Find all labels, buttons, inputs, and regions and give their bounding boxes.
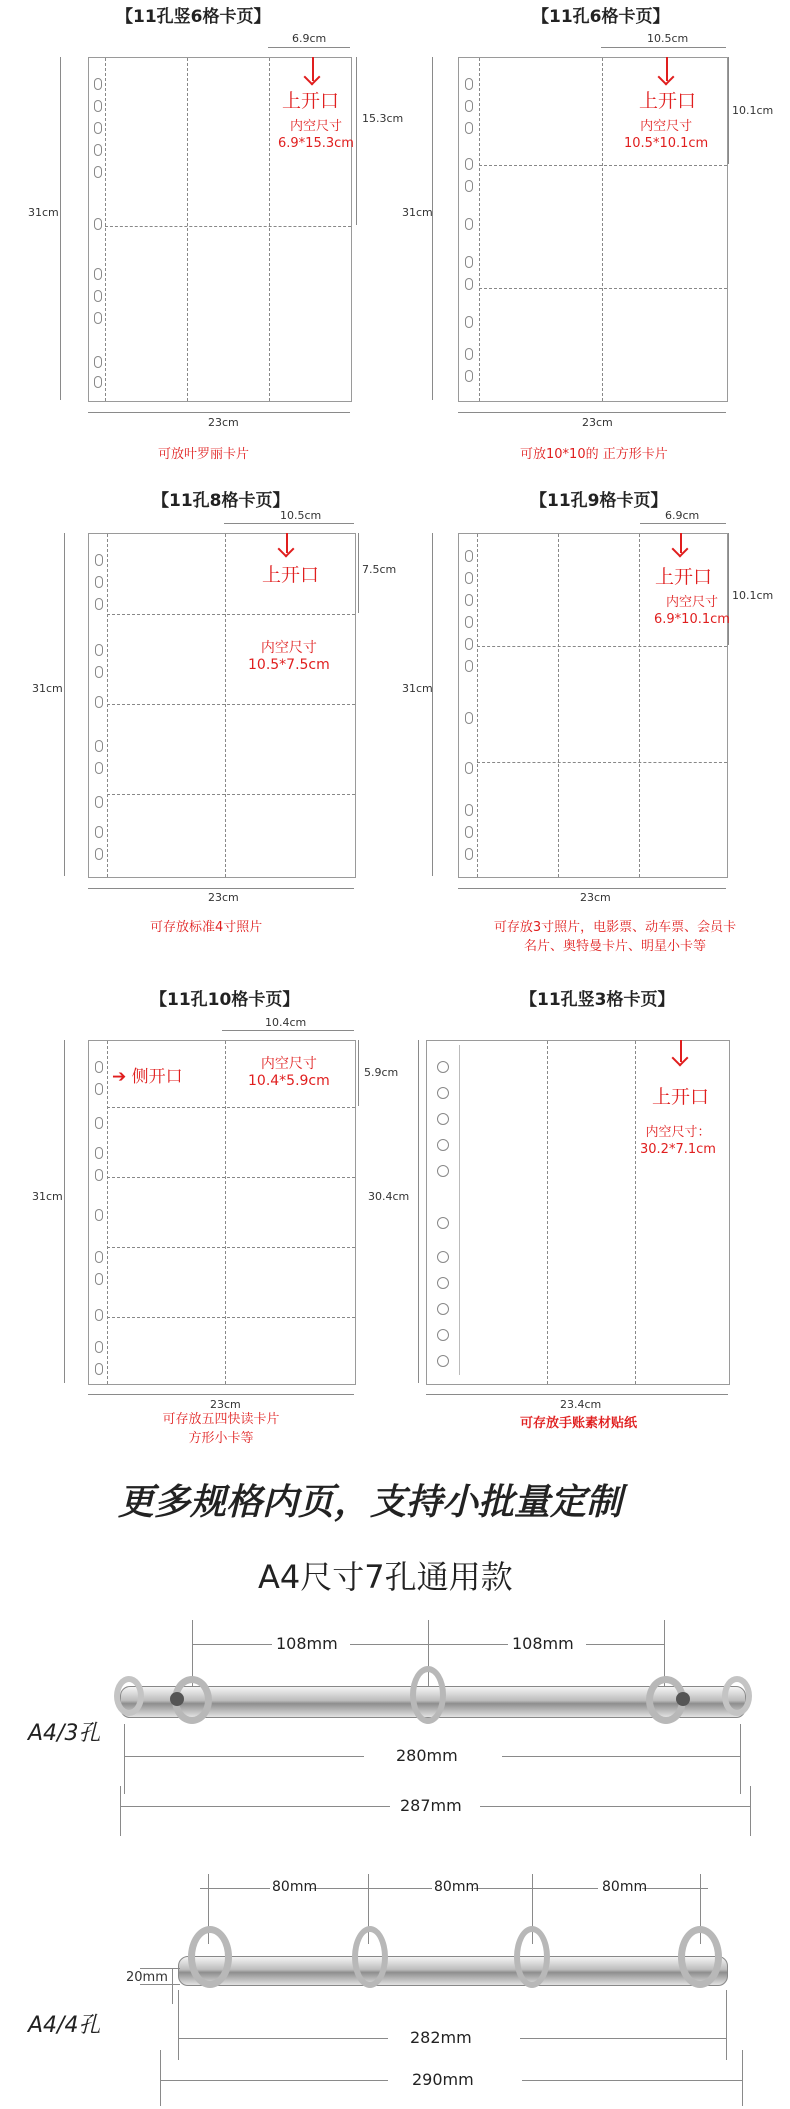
panel-title: 【11孔竖6格卡页】 [116,7,271,27]
panel-caption: 可放叶罗丽卡片 [158,447,250,462]
opening-label: 上开口 [262,564,320,586]
caption-line-2: 方形小卡等 [188,1431,254,1446]
ring-bar [178,1956,728,1986]
panel-caption: 可放10*10的 正方形卡片 [520,447,668,462]
panel-caption [90,1410,352,1448]
ring-icon [410,1666,446,1724]
inner-size-value: 10.5*10.1cm [624,136,709,151]
width-label: 23cm [208,891,239,904]
cell-height-label: 10.1cm [732,589,774,602]
inner-size-title: 内空尺寸 [640,119,693,134]
lever-icon [722,1676,752,1716]
outer-length-label: 287mm [400,1796,462,1815]
ring-type-label: A4/4孔 [28,2013,101,2038]
span-2-label: 80mm [434,1879,480,1895]
ring-icon [678,1926,722,1988]
inner-length-label: 280mm [396,1746,458,1765]
inner-size-block [278,118,354,152]
inner-size-title: 内空尺寸 [260,640,317,656]
caption-line-1: 可存放五四快读卡片 [162,1412,280,1427]
cell-height-label: 15.3cm [362,112,404,125]
cell-height-label: 7.5cm [362,563,397,576]
height-label: 31cm [32,1190,63,1203]
width-label: 23cm [580,891,611,904]
width-label: 23cm [210,1398,241,1411]
opening-label: 上开口 [652,1086,710,1108]
down-arrow-icon [666,57,668,81]
right-arrow-icon: ➔ [112,1067,127,1087]
cell-width-label: 10.4cm [265,1016,307,1029]
inner-size-block [624,118,708,152]
inner-size-value: 6.9*10.1cm [654,612,730,627]
panel-title: 【11孔6格卡页】 [532,7,670,27]
inner-size-block [248,1056,330,1090]
lever-icon [114,1676,144,1716]
rivet-icon [170,1692,184,1706]
cell-width-label: 6.9cm [665,509,700,522]
inner-size-value: 30.2*7.1cm [640,1142,716,1157]
rivet-icon [676,1692,690,1706]
inner-length-label: 282mm [410,2028,472,2047]
width-label: 23.4cm [560,1398,602,1411]
down-arrow-icon [680,1040,682,1062]
width-label: 23cm [582,416,613,429]
inner-size-title: 内空尺寸 [260,1056,317,1072]
cell-width-label: 10.5cm [647,32,689,45]
width-label: 23cm [208,416,239,429]
inner-size-value: 10.5*7.5cm [248,657,330,673]
ring-icon [352,1926,388,1988]
cell-height-label: 5.9cm [364,1066,399,1079]
opening-label: 上开口 [655,566,713,588]
span-left-label: 108mm [276,1634,338,1653]
inner-size-block [640,1124,716,1158]
height-label: 20mm [126,1970,168,1985]
inner-size-value: 6.9*15.3cm [278,136,354,151]
card-page-sheet [88,1040,356,1385]
inner-size-block [248,640,330,674]
panel-title: 【11孔9格卡页】 [530,491,668,511]
side-opening [112,1062,183,1087]
height-label: 30.4cm [368,1190,410,1203]
ring-icon [514,1926,550,1988]
inner-size-value: 10.4*5.9cm [248,1073,330,1089]
cell-height-label: 10.1cm [732,104,774,117]
ring-type-label: A4/3孔 [28,1721,101,1746]
outer-length-label: 290mm [412,2070,474,2089]
height-label: 31cm [402,682,433,695]
opening-label: 上开口 [282,90,340,112]
span-3-label: 80mm [602,1879,648,1895]
panel-caption: 可存放手账素材贴纸 [520,1416,638,1431]
down-arrow-icon [312,57,314,81]
span-1-label: 80mm [272,1879,318,1895]
panel-caption [455,918,775,956]
cell-width-label: 10.5cm [280,509,322,522]
height-label: 31cm [402,206,433,219]
caption-line-2: 名片、奥特曼卡片、明星小卡等 [523,939,706,954]
inner-size-title: 内空尺寸 [289,119,342,134]
panel-caption: 可存放标准4寸照片 [150,920,263,935]
inner-size-title: 内空尺寸 [665,595,718,610]
opening-label: 上开口 [639,90,697,112]
inner-size-block [654,594,730,628]
headline: 更多规格内页，支持小批量定制 [118,1482,623,1523]
height-label: 31cm [32,682,63,695]
opening-label: 侧开口 [131,1067,183,1087]
panel-title: 【11孔竖3格卡页】 [520,990,675,1010]
down-arrow-icon [286,533,288,553]
down-arrow-icon [680,533,682,553]
subheadline: A4尺寸7孔通用款 [258,1558,513,1596]
panel-title: 【11孔8格卡页】 [152,491,290,511]
cell-width-label: 6.9cm [292,32,327,45]
panel-title: 【11孔10格卡页】 [150,990,300,1010]
ring-icon [188,1926,232,1988]
span-right-label: 108mm [512,1634,574,1653]
height-label: 31cm [28,206,59,219]
caption-line-1: 可存放3寸照片，电影票、动车票、会员卡 [493,920,737,935]
inner-size-title: 内空尺寸： [645,1125,711,1140]
